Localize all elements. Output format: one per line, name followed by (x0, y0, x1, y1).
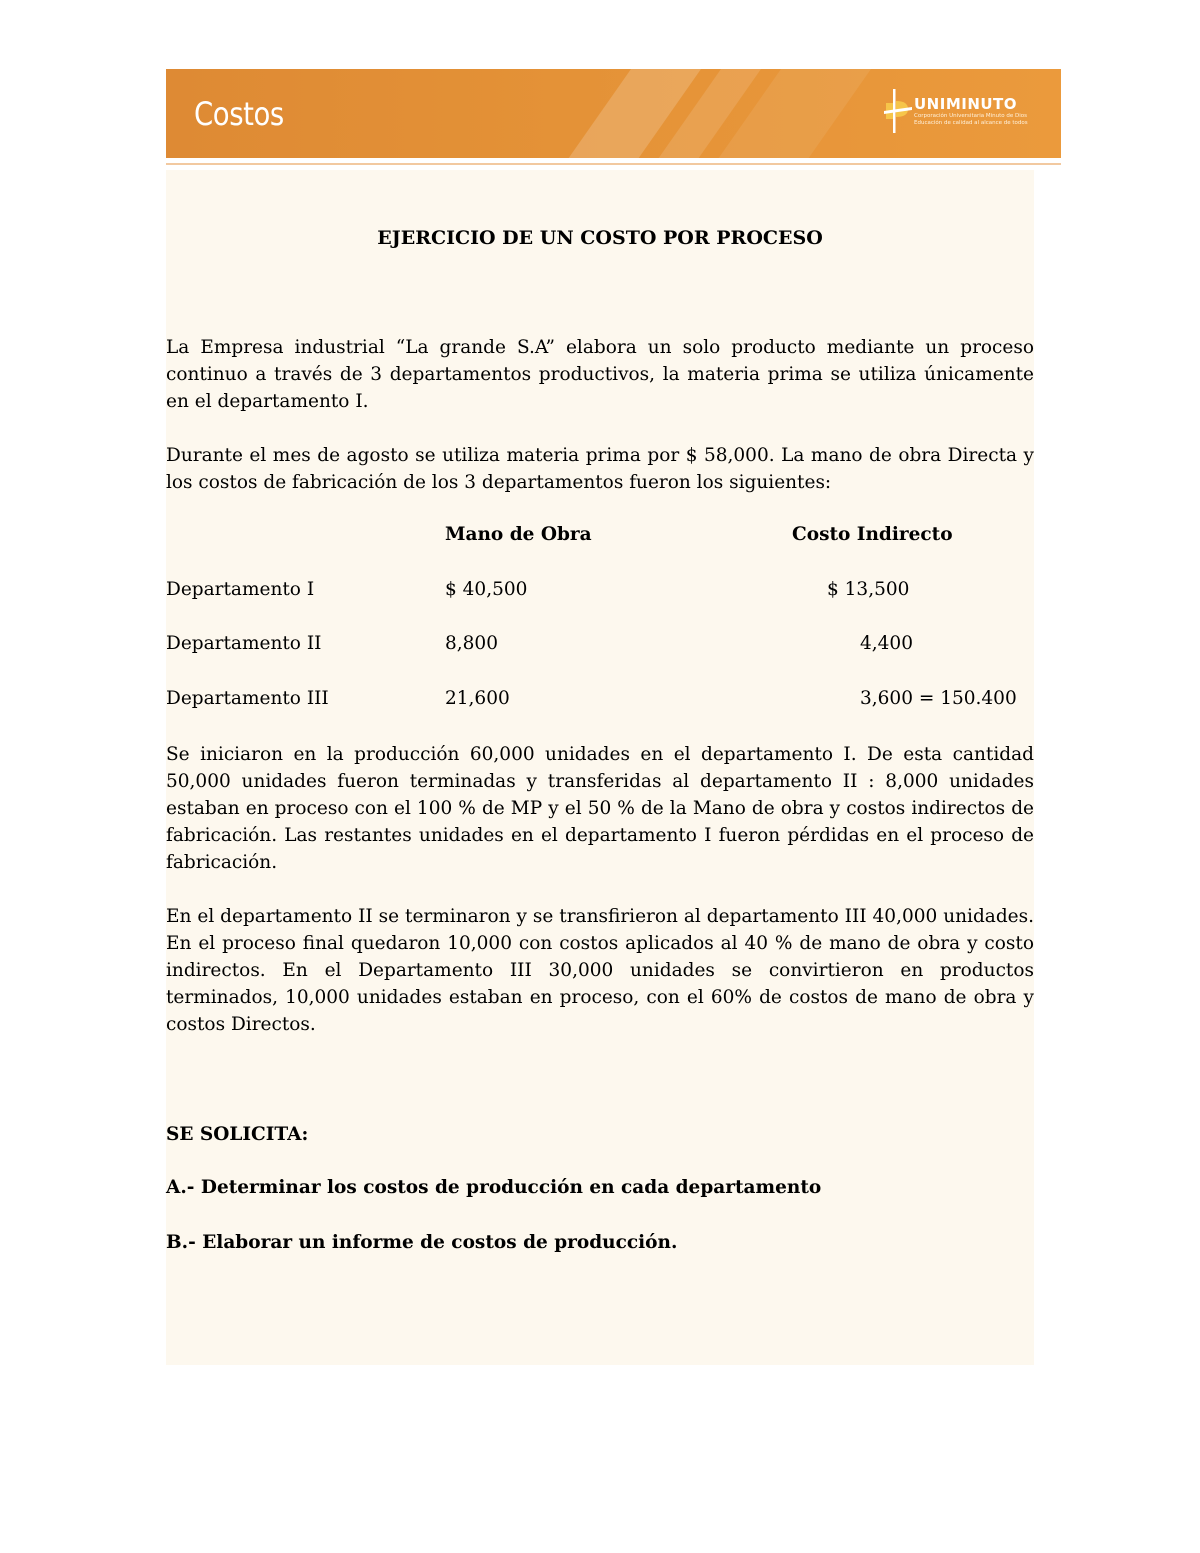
paragraph-materia-prima: Durante el mes de agosto se utiliza materia prima por $ 58,000. La mano de obra Directa y los costos de fabricación de los 3 departamentos fueron los siguientes: (166, 445, 1034, 493)
table-cell-costo-indirecto: 4,400 (860, 633, 913, 654)
table-row-dept-label: Departamento II (166, 633, 322, 654)
header-banner (166, 69, 1061, 158)
table-cell-mano-obra: 21,600 (445, 688, 510, 709)
solicita-item-a: A.- Determinar los costos de producción en cada departamento (166, 1177, 822, 1198)
table-row-dept-label: Departamento III (166, 688, 329, 709)
document-title: EJERCICIO DE UN COSTO POR PROCESO (377, 227, 823, 249)
logo-tagline: Educación de calidad al alcance de todos (914, 120, 1028, 126)
table-cell-mano-obra: 8,800 (445, 633, 498, 654)
table-header-mano-obra: Mano de Obra (445, 524, 592, 545)
table-cell-mano-obra: $ 40,500 (445, 579, 528, 600)
solicita-item-b: B.- Elaborar un informe de costos de producción. (166, 1232, 678, 1253)
paragraph-departamento-2-3: En el departamento II se terminaron y se transfirieron al departamento III 40,000 unidades. En el proceso final quedaron 10,000 con costos aplicados al 40 % de mano de obra y costo indirectos. En el Departamento III 30,000 unidades se convirtieron en productos terminados, 10,000 unidades estaban en proceso, con el 60% de costos de mano de obra y costos Directos. (166, 906, 1034, 1035)
uniminuto-emblem-icon (884, 89, 912, 133)
logo-subtitle: Corporación Universitaria Minuto de Dios (914, 113, 1028, 119)
table-cell-costo-indirecto: $ 13,500 (827, 579, 910, 600)
solicita-heading: SE SOLICITA: (166, 1124, 309, 1145)
paragraph-departamento-1: Se iniciaron en la producción 60,000 unidades en el departamento I. De esta cantidad 50,000 unidades fueron terminadas y transferidas al departamento II : 8,000 unidades estaban en proceso con el 100 % de MP y el 50 % de la Mano de obra y costos indirectos de fabricación. Las restantes unidades en el departamento I fueron pérdidas en el proceso de fabricación. (166, 744, 1034, 873)
table-header-costo-indirecto: Costo Indirecto (792, 524, 953, 545)
logo-name: UNIMINUTO (914, 95, 1018, 113)
banner-title: Costos (194, 95, 284, 133)
table-cell-costo-indirecto: 3,600 = 150.400 (860, 688, 1017, 709)
uniminuto-logo (884, 87, 1034, 139)
document-page (166, 170, 1034, 1365)
paragraph-intro: La Empresa industrial “La grande S.A” elabora un solo producto mediante un proceso continuo a través de 3 departamentos productivos, la materia prima se utiliza únicamente en el departamento I. (166, 337, 1034, 412)
table-row-dept-label: Departamento I (166, 579, 315, 600)
banner-divider (166, 163, 1061, 165)
